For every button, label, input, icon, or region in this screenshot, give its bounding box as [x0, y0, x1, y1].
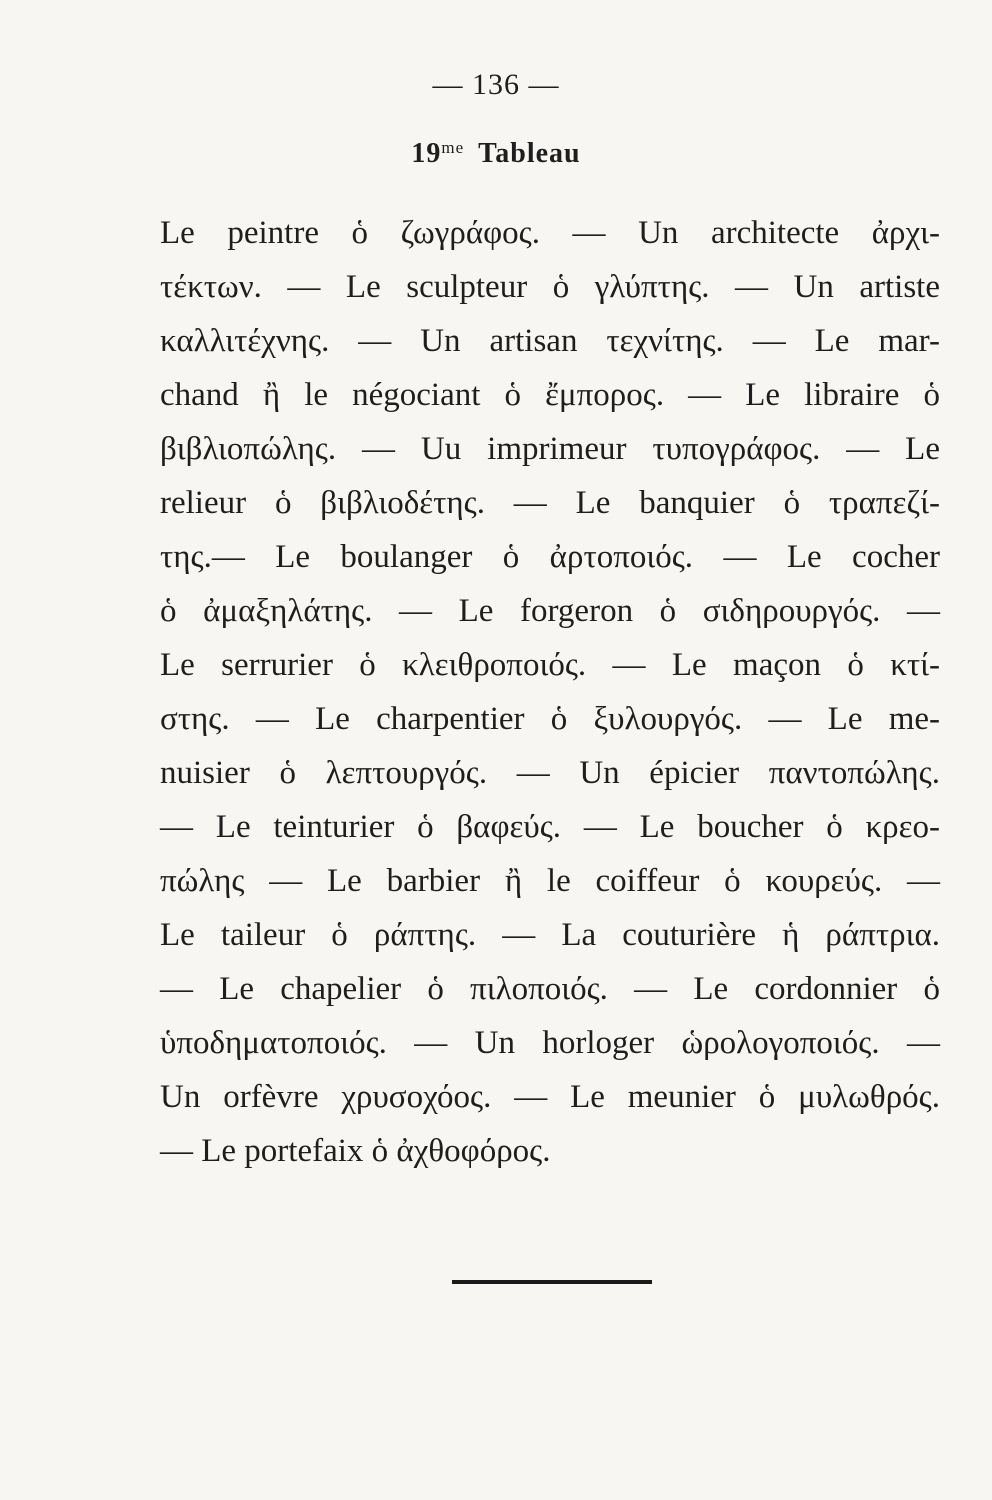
vocabulary-paragraph [160, 206, 940, 1178]
section-title-number: 19 [411, 138, 442, 169]
page-number: — 136 — [432, 68, 560, 101]
text-line-2: τέκτων. — Le sculpteur ὁ γλύπτης. — Un artiste [160, 269, 940, 305]
text-line-9: Le serrurier ὁ κλειθροποιός. — Le maçon ὁ κτί- [160, 647, 940, 683]
section-title-word: Tableau [478, 138, 581, 169]
text-line-7: της.— Le boulanger ὁ ἀρτοποιός. — Le cocher [160, 539, 940, 575]
text-line-12: — Le teinturier ὁ βαφεύς. — Le boucher ὁ κρεο- [160, 809, 940, 845]
text-line-13: πώλης — Le barbier ἢ le coiffeur ὁ κουρεύς. — [160, 863, 940, 899]
section-title [0, 138, 992, 170]
section-title-ordinal: me [441, 138, 465, 157]
end-rule-divider [452, 1280, 652, 1284]
text-line-14: Le taileur ὁ ράπτης. — La couturière ἡ ράπτρια. [160, 917, 940, 953]
text-line-5: βιβλιοπώλης. — Uu imprimeur τυπογράφος. — Le [160, 431, 940, 467]
text-line-10: στης. — Le charpentier ὁ ξυλουργός. — Le me- [160, 701, 940, 737]
text-line-6: relieur ὁ βιβλιοδέτης. — Le banquier ὁ τραπεζί- [160, 485, 940, 521]
text-line-4: chand ἢ le négociant ὁ ἔμπορος. — Le libraire ὁ [160, 377, 940, 413]
text-line-17: Un orfèvre χρυσοχόος. — Le meunier ὁ μυλωθρός. [160, 1079, 940, 1115]
text-line-3: καλλιτέχνης. — Un artisan τεχνίτης. — Le mar- [160, 323, 940, 359]
text-line-18: — Le portefaix ὁ ἀχθοφόρος. [160, 1133, 551, 1169]
text-line-8: ὁ ἀμαξηλάτης. — Le forgeron ὁ σιδηρουργός. — [160, 593, 940, 629]
text-line-1: Le peintre ὁ ζωγράφος. — Un architecte ἀρχι- [160, 215, 940, 251]
text-line-16: ὑποδηματοποιός. — Un horloger ὡρολογοποιός. — [160, 1025, 940, 1061]
text-line-15: — Le chapelier ὁ πιλοποιός. — Le cordonnier ὁ [160, 971, 940, 1007]
text-line-11: nuisier ὁ λεπτουργός. — Un épicier παντοπώλης. [160, 755, 940, 791]
